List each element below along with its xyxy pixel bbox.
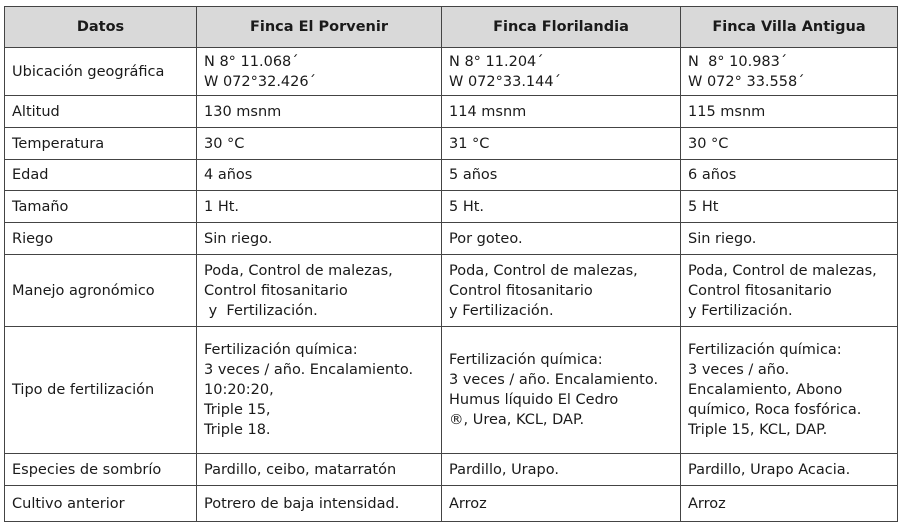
table-cell (197, 486, 442, 522)
cell-line: 3 veces / año. (688, 362, 790, 378)
table-row (5, 454, 898, 486)
cell-line: 6 años (688, 167, 737, 183)
row-label: Tipo de fertilización (5, 327, 197, 454)
cell-line: y Fertilización. (449, 302, 554, 319)
column-header-1: Finca El Porvenir (197, 7, 442, 48)
cell-line: W 072°32.426´ (204, 73, 316, 90)
table-cell (442, 255, 681, 327)
cell-line: Humus líquido El Cedro (449, 392, 619, 408)
cell-line: químico, Roca fosfórica. (688, 402, 862, 418)
table-cell (197, 223, 442, 255)
column-header-0: Datos (5, 7, 197, 48)
cell-line: Poda, Control de malezas, (688, 262, 877, 279)
cell-line: Triple 15, (204, 402, 271, 418)
cell-line: 3 veces / año. Encalamiento. (449, 372, 659, 388)
row-label: Tamaño (5, 191, 197, 223)
table-cell (681, 454, 898, 486)
cell-line: N 8° 11.204´ (449, 53, 544, 70)
table-cell (197, 255, 442, 327)
table-cell (442, 191, 681, 223)
cell-line: Triple 15, KCL, DAP. (688, 422, 828, 438)
table-row (5, 128, 898, 160)
row-label: Especies de sombrío (5, 454, 197, 486)
cell-line: N 8° 11.068´ (204, 53, 299, 70)
table-cell (442, 486, 681, 522)
table-cell (681, 128, 898, 160)
table-cell (197, 96, 442, 128)
table-body (5, 48, 898, 522)
table-row (5, 486, 898, 522)
table-cell (681, 48, 898, 96)
row-label: Riego (5, 223, 197, 255)
cell-line: Fertilización química: (449, 352, 603, 368)
cell-line: W 072° 33.558´ (688, 73, 805, 90)
table-cell (197, 454, 442, 486)
table-row (5, 160, 898, 191)
cell-line: 5 Ht. (449, 198, 485, 215)
cell-line: Control fitosanitario (688, 282, 832, 299)
table-cell (442, 48, 681, 96)
table-cell (442, 160, 681, 191)
table-cell (681, 327, 898, 454)
table-cell (197, 128, 442, 160)
cell-line: y Fertilización. (688, 302, 793, 319)
header-row (5, 7, 898, 48)
row-label: Altitud (5, 96, 197, 128)
cell-line: ®, Urea, KCL, DAP. (449, 412, 585, 428)
table-cell (197, 48, 442, 96)
table-cell (442, 327, 681, 454)
table-cell (197, 327, 442, 454)
table-row (5, 48, 898, 96)
table-cell (442, 223, 681, 255)
cell-line: 115 msnm (688, 103, 766, 120)
farm-comparison-table (4, 6, 898, 522)
cell-line: y Fertilización. (204, 302, 318, 319)
table-cell (442, 128, 681, 160)
row-label: Edad (5, 160, 197, 191)
cell-line: Poda, Control de malezas, (449, 262, 638, 279)
cell-line: Potrero de baja intensidad. (204, 495, 400, 512)
cell-line: 114 msnm (449, 103, 527, 120)
row-label: Manejo agronómico (5, 255, 197, 327)
row-label: Temperatura (5, 128, 197, 160)
cell-line: Encalamiento, Abono (688, 382, 843, 398)
table-row (5, 191, 898, 223)
cell-line: 30 °C (204, 135, 245, 152)
cell-line: Control fitosanitario (204, 282, 348, 299)
cell-line: 4 años (204, 167, 253, 183)
row-label: Cultivo anterior (5, 486, 197, 522)
cell-line: 30 °C (688, 135, 729, 152)
column-header-3: Finca Villa Antigua (681, 7, 898, 48)
cell-line: N 8° 10.983´ (688, 53, 788, 70)
table-row (5, 255, 898, 327)
table-cell (442, 454, 681, 486)
table-cell (681, 96, 898, 128)
cell-line: Sin riego. (204, 230, 273, 247)
cell-line: 1 Ht. (204, 198, 240, 215)
column-header-2: Finca Florilandia (442, 7, 681, 48)
cell-line: Pardillo, Urapo. (449, 461, 559, 478)
table-cell (442, 96, 681, 128)
cell-line: 5 Ht (688, 198, 719, 215)
cell-line: 130 msnm (204, 103, 282, 120)
cell-line: Poda, Control de malezas, (204, 262, 393, 279)
table-cell (681, 160, 898, 191)
cell-line: Sin riego. (688, 230, 757, 247)
cell-line: 3 veces / año. Encalamiento. (204, 362, 414, 378)
cell-line: 5 años (449, 167, 498, 183)
table-cell (197, 160, 442, 191)
cell-line: Fertilización química: (688, 342, 842, 358)
table-cell (681, 223, 898, 255)
table-row (5, 96, 898, 128)
cell-line: Triple 18. (204, 422, 271, 438)
table-row (5, 327, 898, 454)
table-cell (681, 255, 898, 327)
cell-line: Arroz (449, 495, 487, 512)
table-row (5, 223, 898, 255)
cell-line: Control fitosanitario (449, 282, 593, 299)
cell-line: Arroz (688, 495, 726, 512)
table-cell (197, 191, 442, 223)
cell-line: Por goteo. (449, 230, 523, 247)
cell-line: Pardillo, Urapo Acacia. (688, 461, 851, 478)
cell-line: W 072°33.144´ (449, 73, 561, 90)
cell-line: 31 °C (449, 135, 490, 152)
table-cell (681, 191, 898, 223)
cell-line: Fertilización química: (204, 342, 358, 358)
cell-line: 10:20:20, (204, 382, 274, 398)
row-label: Ubicación geográfica (5, 48, 197, 96)
table-cell (681, 486, 898, 522)
cell-line: Pardillo, ceibo, matarratón (204, 461, 397, 478)
